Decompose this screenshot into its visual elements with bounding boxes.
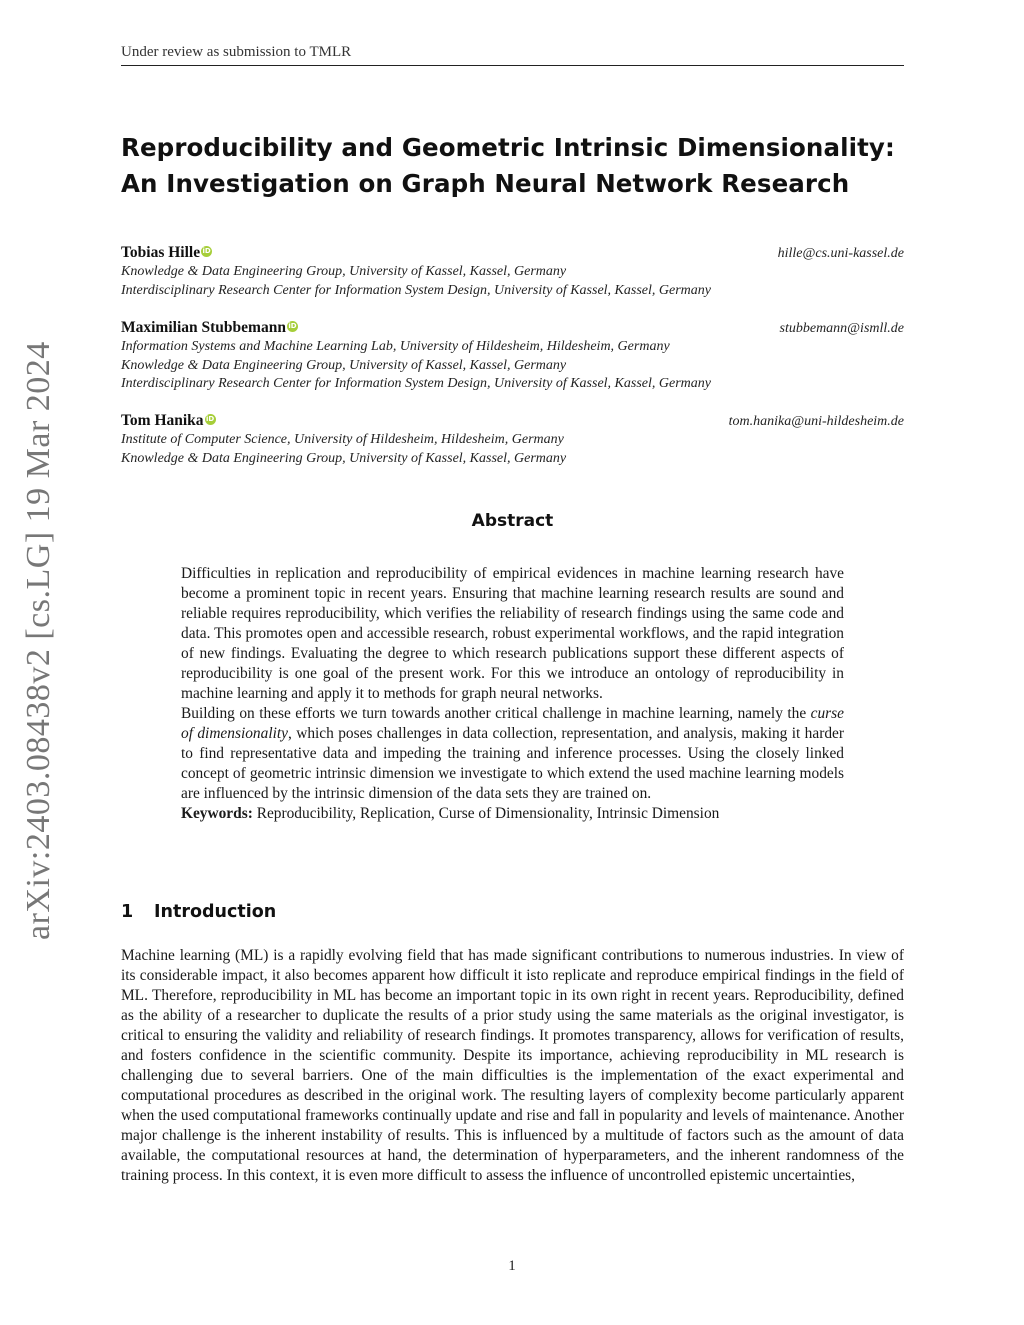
- section-heading-introduction: [121, 902, 904, 922]
- arxiv-identifier-stamp[interactable]: arXiv:2403.08438v2 [cs.LG] 19 Mar 2024: [20, 341, 57, 940]
- affiliation: Interdisciplinary Research Center for Information System Design, University of Kassel, Kassel, Germany: [121, 376, 711, 392]
- keywords-label: Keywords:: [181, 805, 253, 822]
- author-email[interactable]: hille@cs.uni-kassel.de: [777, 246, 904, 261]
- author-email[interactable]: tom.hanika@uni-hildesheim.de: [728, 414, 904, 429]
- keywords-list: Reproducibility, Replication, Curse of Dimensionality, Intrinsic Dimension: [256, 805, 720, 822]
- section-number: 1: [121, 902, 134, 922]
- affiliation: Knowledge & Data Engineering Group, University of Kassel, Kassel, Germany: [121, 450, 567, 466]
- author-name: Maximilian Stubbemann iD: [121, 319, 297, 336]
- orcid-icon[interactable]: iD: [205, 414, 215, 423]
- author-name: Tom Hanika iD: [121, 412, 215, 429]
- paper-title: [121, 130, 904, 202]
- author-email[interactable]: stubbemann@ismll.de: [779, 321, 904, 336]
- orcid-icon[interactable]: iD: [202, 246, 211, 255]
- orcid-icon[interactable]: iD: [288, 321, 297, 330]
- keywords: [181, 804, 844, 824]
- abstract-heading: Abstract: [471, 511, 554, 531]
- affiliation: Knowledge & Data Engineering Group, University of Kassel, Kassel, Germany: [121, 357, 567, 373]
- abstract-paragraph-1: Difficulties in replication and reproducibility of empirical evidences in machine learning research have become a prominent topic in recent years. Ensuring that machine learning research results are sound and reliable requires reproducibility, which verifies the reliability of research findings using the same code and data. This promotes open and accessible research, robust experimental workflows, and the rapid integration of new findings. Evaluating the degree to which research publications support these different aspects of reproducibility is one goal of the present work. For this we introduce an ontology of reproducibility in machine learning and apply it to methods for graph neural networks.: [181, 565, 844, 702]
- author-block-stubbemann: [121, 319, 904, 394]
- section-title: Introduction: [154, 902, 277, 922]
- author-block-hanika: [121, 412, 904, 468]
- author-block-hille: [121, 244, 904, 300]
- abstract-body: [181, 564, 844, 824]
- emphasis-curse-of-dimensionality: curse of dimensionality: [181, 705, 844, 742]
- affiliation: Information Systems and Machine Learning Lab, University of Hildesheim, Hildesheim, Germany: [121, 339, 670, 354]
- title-line-1: Reproducibility and Geometric Intrinsic Dimensionality:: [121, 133, 895, 162]
- abstract-paragraph-2: Building on these efforts we turn towards another critical challenge in machine learning, namely the curse of dimensionality, which poses challenges in data collection, representation, and analysis, making it harder to find representative data and impeding the training and inference processes. Using the closely linked concept of geometric intrinsic dimension we investigate to which extend the used machine learning models are influenced by the intrinsic dimension of the data sets they are trained on.: [181, 705, 844, 802]
- affiliation: Institute of Computer Science, University of Hildesheim, Hildesheim, Germany: [121, 432, 564, 447]
- title-line-2: An Investigation on Graph Neural Network Research: [121, 169, 850, 198]
- affiliation: Knowledge & Data Engineering Group, University of Kassel, Kassel, Germany: [121, 264, 567, 279]
- introduction-paragraph: Machine learning (ML) is a rapidly evolving field that has made significant contributions to numerous industries. In view of its considerable impact, it also becomes apparent how difficult it isto replicate and reproduce empirical findings in the field of ML. Therefore, reproducibility in ML has become an important topic in its own right in recent years. Reproducibility, defined as the ability of a researcher to duplicate the results of a prior study using the same materials as the original investigator, is critical to ensuring the validity and reliability of research findings. It promotes transparency, allows for verification of results, and fosters confidence in the scientific community. Despite its importance, achieving reproducibility in ML research is challenging due to several barriers. One of the main difficulties is the implementation of the exact experimental and computational procedures as described in the original work. The resulting layers of complexity become particularly apparent when the used computational frameworks continually update and rise and fall in popularity and levels of maintenance. Another major challenge is the inherent instability of results. This is influenced by a multitude of factors such as the amount of data available, the computational resources at hand, the determination of hyperparameters, and the inherent randomness of the training process. In this context, it is even more difficult to assess the influence of uncontrolled epistemic uncertainties,: [121, 947, 904, 1184]
- author-name: Tobias Hille iD: [121, 244, 211, 261]
- page-number: 1: [508, 1258, 516, 1274]
- affiliation: Interdisciplinary Research Center for Information System Design, University of Kassel, Kassel, Germany: [121, 282, 711, 298]
- running-header: Under review as submission to TMLR: [121, 44, 904, 66]
